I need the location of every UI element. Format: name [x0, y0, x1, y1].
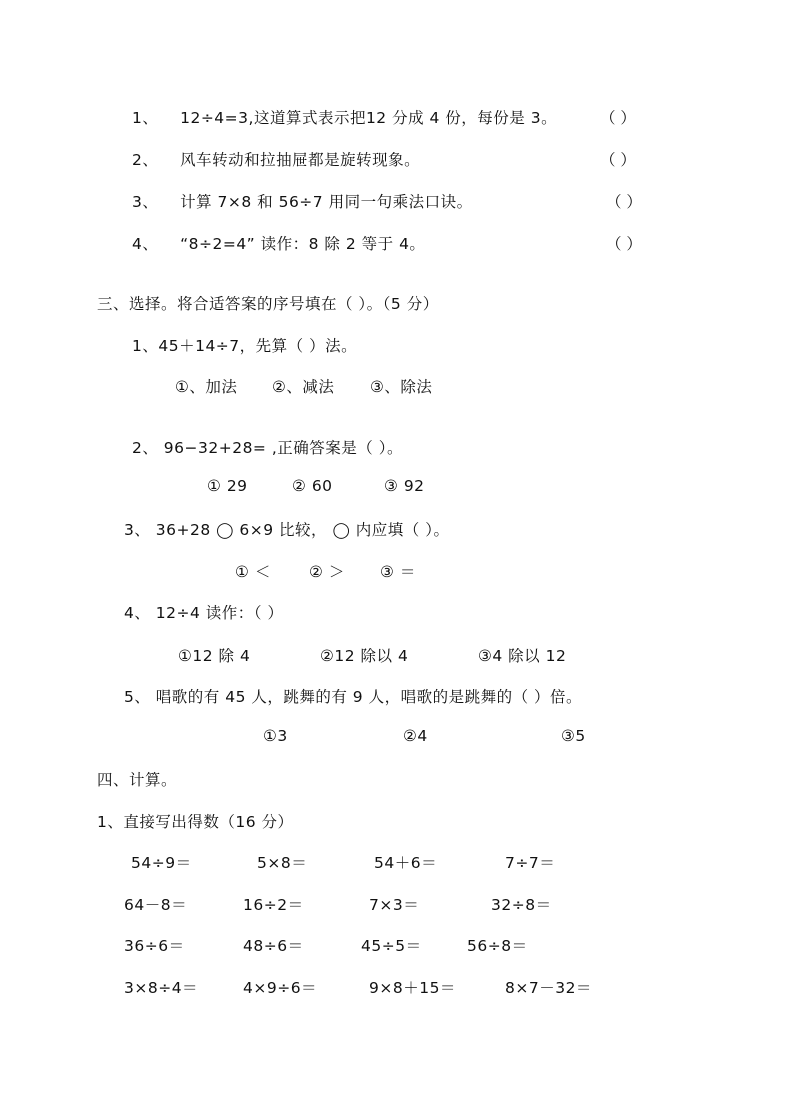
- choice-question-4: 4、 12÷4 读作：（ ）: [124, 604, 284, 622]
- judgment-item-1: 1、 12÷4=3,这道算式表示把12 分成 4 份，每份是 3。: [132, 109, 558, 127]
- choice-option[interactable]: ②12 除以 4: [320, 647, 409, 665]
- calc-problem: 9×8＋15＝: [369, 979, 456, 997]
- calc-problem: 32÷8＝: [491, 896, 552, 914]
- calc-problem: 45÷5＝: [361, 937, 422, 955]
- calc-problem: 7÷7＝: [505, 854, 556, 872]
- choice-option[interactable]: ③、除法: [370, 378, 433, 396]
- calc-section-heading: 四、计算。: [97, 771, 178, 789]
- calc-problem: 48÷6＝: [243, 937, 304, 955]
- choice-option[interactable]: ② 60: [292, 477, 333, 495]
- calc-problem: 7×3＝: [369, 896, 420, 914]
- choice-option[interactable]: ③4 除以 12: [478, 647, 567, 665]
- choice-option[interactable]: ③ ＝: [380, 563, 416, 581]
- calc-problem: 4×9÷6＝: [243, 979, 318, 997]
- choice-option[interactable]: ①12 除 4: [178, 647, 251, 665]
- answer-parens-1[interactable]: （ ）: [600, 109, 636, 127]
- choice-option[interactable]: ③5: [561, 727, 586, 745]
- answer-parens-2[interactable]: （ ）: [600, 151, 636, 169]
- calc-problem: 56÷8＝: [467, 937, 528, 955]
- choice-question-5: 5、 唱歌的有 45 人，跳舞的有 9 人，唱歌的是跳舞的（ ）倍。: [124, 688, 583, 706]
- calc-problem: 5×8＝: [257, 854, 308, 872]
- choice-option[interactable]: ②、减法: [272, 378, 335, 396]
- choice-option[interactable]: ①3: [263, 727, 288, 745]
- calc-problem: 3×8÷4＝: [124, 979, 199, 997]
- choice-question-3: 3、 36+28 ◯ 6×9 比较， ◯ 内应填（ ）。: [124, 521, 450, 539]
- calc-problem: 54＋6＝: [374, 854, 438, 872]
- calc-problem: 64－8＝: [124, 896, 188, 914]
- choice-option[interactable]: ①、加法: [175, 378, 238, 396]
- answer-parens-4[interactable]: （ ）: [606, 235, 642, 253]
- choice-option[interactable]: ① 29: [207, 477, 248, 495]
- answer-parens-3[interactable]: （ ）: [606, 193, 642, 211]
- calc-problem: 54÷9＝: [131, 854, 192, 872]
- choice-question-2: 2、 96−32+28= ,正确答案是（ ）。: [132, 439, 403, 457]
- calc-problem: 36÷6＝: [124, 937, 185, 955]
- choice-section-heading: 三、选择。将合适答案的序号填在（ ）。（5 分）: [97, 295, 439, 313]
- calc-sub-heading: 1、直接写出得数（16 分）: [97, 813, 294, 831]
- choice-question-1: 1、45＋14÷7，先算（ ）法。: [132, 337, 358, 355]
- choice-option[interactable]: ②4: [403, 727, 428, 745]
- judgment-item-4: 4、 “8÷2=4” 读作：8 除 2 等于 4。: [132, 235, 426, 253]
- choice-option[interactable]: ① ＜: [235, 563, 271, 581]
- calc-problem: 16÷2＝: [243, 896, 304, 914]
- choice-option[interactable]: ② ＞: [309, 563, 345, 581]
- calc-problem: 8×7－32＝: [505, 979, 592, 997]
- judgment-item-3: 3、 计算 7×8 和 56÷7 用同一句乘法口诀。: [132, 193, 473, 211]
- choice-option[interactable]: ③ 92: [384, 477, 425, 495]
- judgment-item-2: 2、 风车转动和拉抽屉都是旋转现象。: [132, 151, 421, 169]
